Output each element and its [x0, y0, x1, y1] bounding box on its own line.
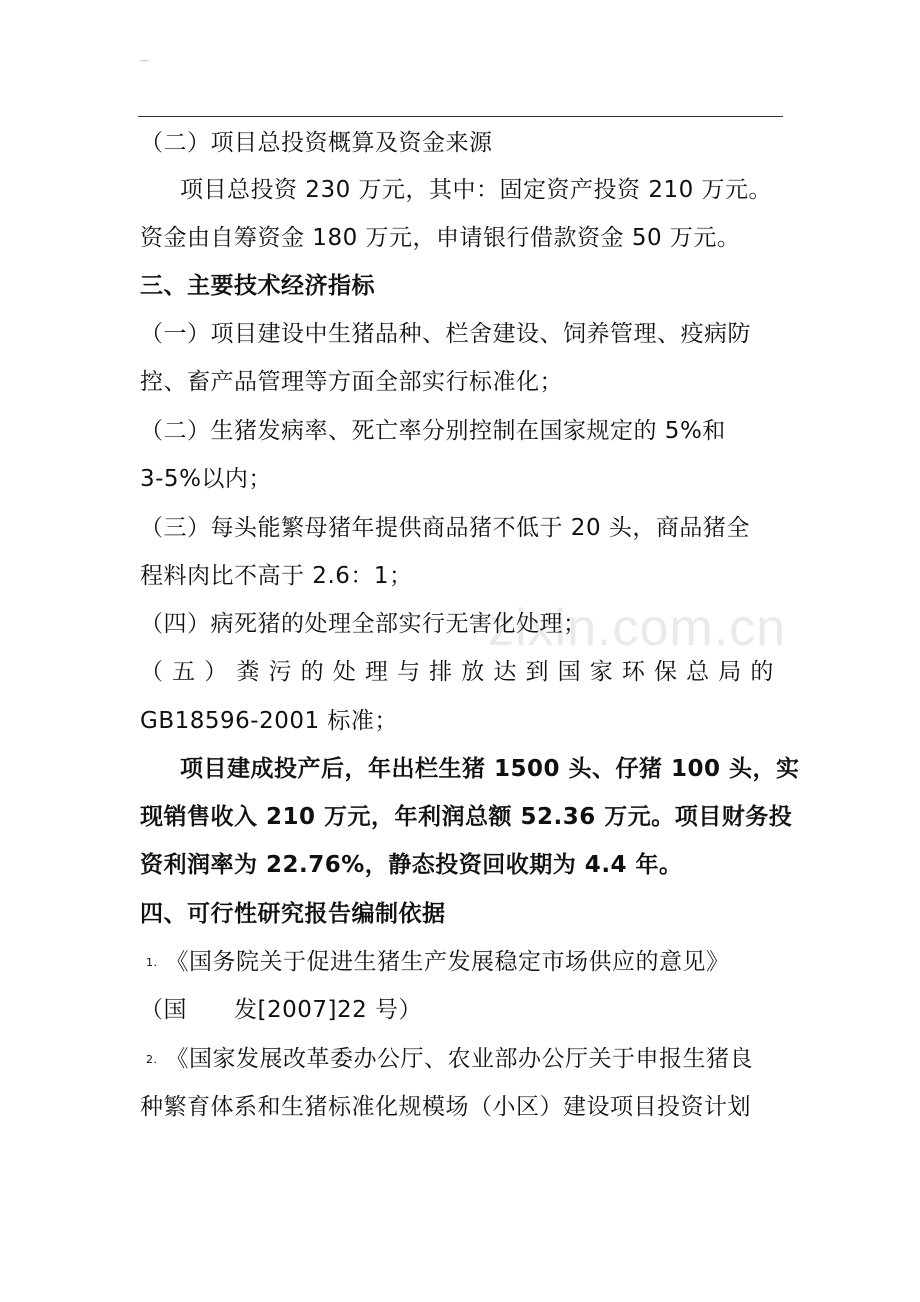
spread-char: 国: [557, 659, 582, 685]
paragraph-line: （国 发[2007]22 号）: [140, 997, 423, 1023]
paragraph-line: 种繁育体系和生猪标准化规模场（小区）建设项目投资计划: [140, 1094, 751, 1120]
spread-char: 的: [300, 659, 325, 685]
list-item-2: [140, 1043, 800, 1075]
header-mark: —: [140, 56, 149, 66]
paragraph-line: 3-5%以内；: [140, 466, 272, 492]
paragraph-line: 项目总投资 230 万元，其中：固定资产投资 210 万元。: [180, 177, 773, 203]
paragraph-line-justified: [140, 656, 774, 688]
spread-char: 环: [621, 659, 646, 685]
spread-char: 到: [525, 659, 549, 685]
spread-char: 污: [268, 659, 292, 685]
spread-char: 家: [589, 659, 614, 685]
section-heading-basis: 四、可行性研究报告编制依据: [140, 901, 446, 927]
list-number: 2.: [146, 1052, 158, 1066]
spread-char: 理: [364, 659, 389, 685]
spread-char: 粪: [236, 659, 260, 685]
list-item-text: 《国务院关于促进生猪生产发展稳定市场供应的意见》: [165, 949, 730, 975]
paragraph-line: （二）生猪发病率、死亡率分别控制在国家规定的 5%和: [140, 418, 726, 444]
spread-char: 总: [686, 659, 710, 685]
paragraph-line: 控、畜产品管理等方面全部实行标准化；: [140, 369, 563, 395]
spread-char: 保: [654, 659, 678, 685]
paragraph-line: 项目建成投产后，年出栏生猪 1500 头、仔猪 100 头，实: [180, 756, 800, 782]
paragraph-line: （三）每头能繁母猪年提供商品猪不低于 20 头，商品猪全: [140, 515, 750, 541]
paragraph-line: 现销售收入 210 万元，年利润总额 52.36 万元。项目财务投: [140, 804, 793, 830]
paragraph-line: GB18596-2001 标准；: [140, 708, 398, 734]
list-item-1: [140, 946, 800, 978]
list-number: 1.: [146, 955, 158, 969]
paragraph-line: 资金由自筹资金 180 万元，申请银行借款资金 50 万元。: [140, 225, 741, 251]
spread-char: ）: [204, 659, 228, 685]
spread-char: 排: [429, 659, 453, 685]
section-heading-investment: （二）项目总投资概算及资金来源: [140, 130, 493, 156]
watermark: zixin.com.cn: [488, 599, 787, 657]
paragraph-line: （一）项目建设中生猪品种、栏舍建设、饲养管理、疫病防: [140, 321, 751, 347]
spread-char: 五: [172, 659, 196, 685]
paragraph-line: 资利润率为 22.76%，静态投资回收期为 4.4 年。: [140, 852, 683, 878]
spread-char: 放: [461, 659, 485, 685]
section-heading-indicators: 三、主要技术经济指标: [140, 273, 375, 299]
spread-char: 局: [718, 659, 742, 685]
spread-char: 与: [397, 659, 421, 685]
spread-char: （: [140, 659, 164, 685]
header-rule: [138, 116, 783, 117]
spread-char: 的: [750, 659, 774, 685]
paragraph-line: （四）病死猪的处理全部实行无害化处理；: [140, 611, 587, 637]
list-item-text: 《国家发展改革委办公厅、农业部办公厅关于申报生猪良: [165, 1046, 753, 1072]
spread-char: 处: [332, 659, 357, 685]
paragraph-line: 程料肉比不高于 2.6：1；: [140, 563, 413, 589]
spread-char: 达: [493, 659, 517, 685]
